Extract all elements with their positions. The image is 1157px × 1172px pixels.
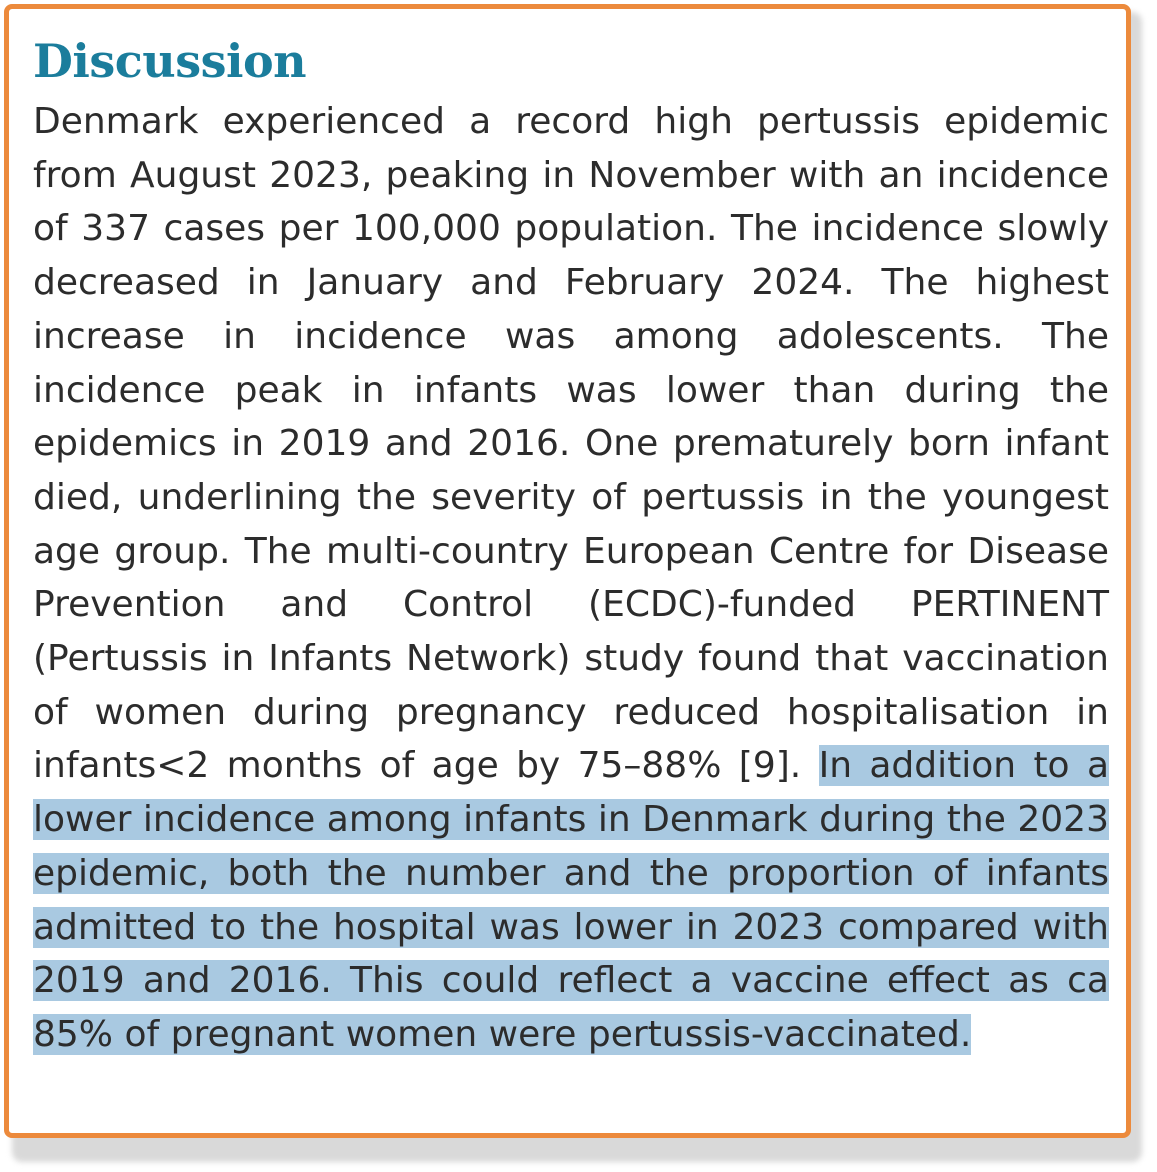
discussion-paragraph: [33, 95, 1109, 1062]
paragraph-plain-text: Denmark experienced a record high pertussis epidemic from August 2023, peaking in November with an incidence of 337 cases per 100,000 population. The incidence slowly decreased in January and February 2024. The highest increase in incidence was among adolescents. The incidence peak in infants was lower than during the epidemics in 2019 and 2016. One prematurely born infant died, underlining the severity of pertussis in the youngest age group. The multi-country European Centre for Disease Prevention and Control (ECDC)-funded PERTINENT (Pertussis in Infants Network) study found that vaccination of women during pregnancy reduced hospitalisation in infants<2 months of age by 75–88% [9].: [33, 101, 1109, 787]
discussion-card: [4, 4, 1131, 1138]
highlighted-text: In addition to a lower incidence among infants in Denmark during the 2023 epidemic, both the number and the proportion of infants admitted to the hospital was lower in 2023 compared with 2019 and 2016. This could reflect a vaccine effect as ca 85% of pregnant women were pertussis-vaccinated.: [33, 745, 1110, 1055]
section-heading: Discussion: [33, 34, 307, 88]
